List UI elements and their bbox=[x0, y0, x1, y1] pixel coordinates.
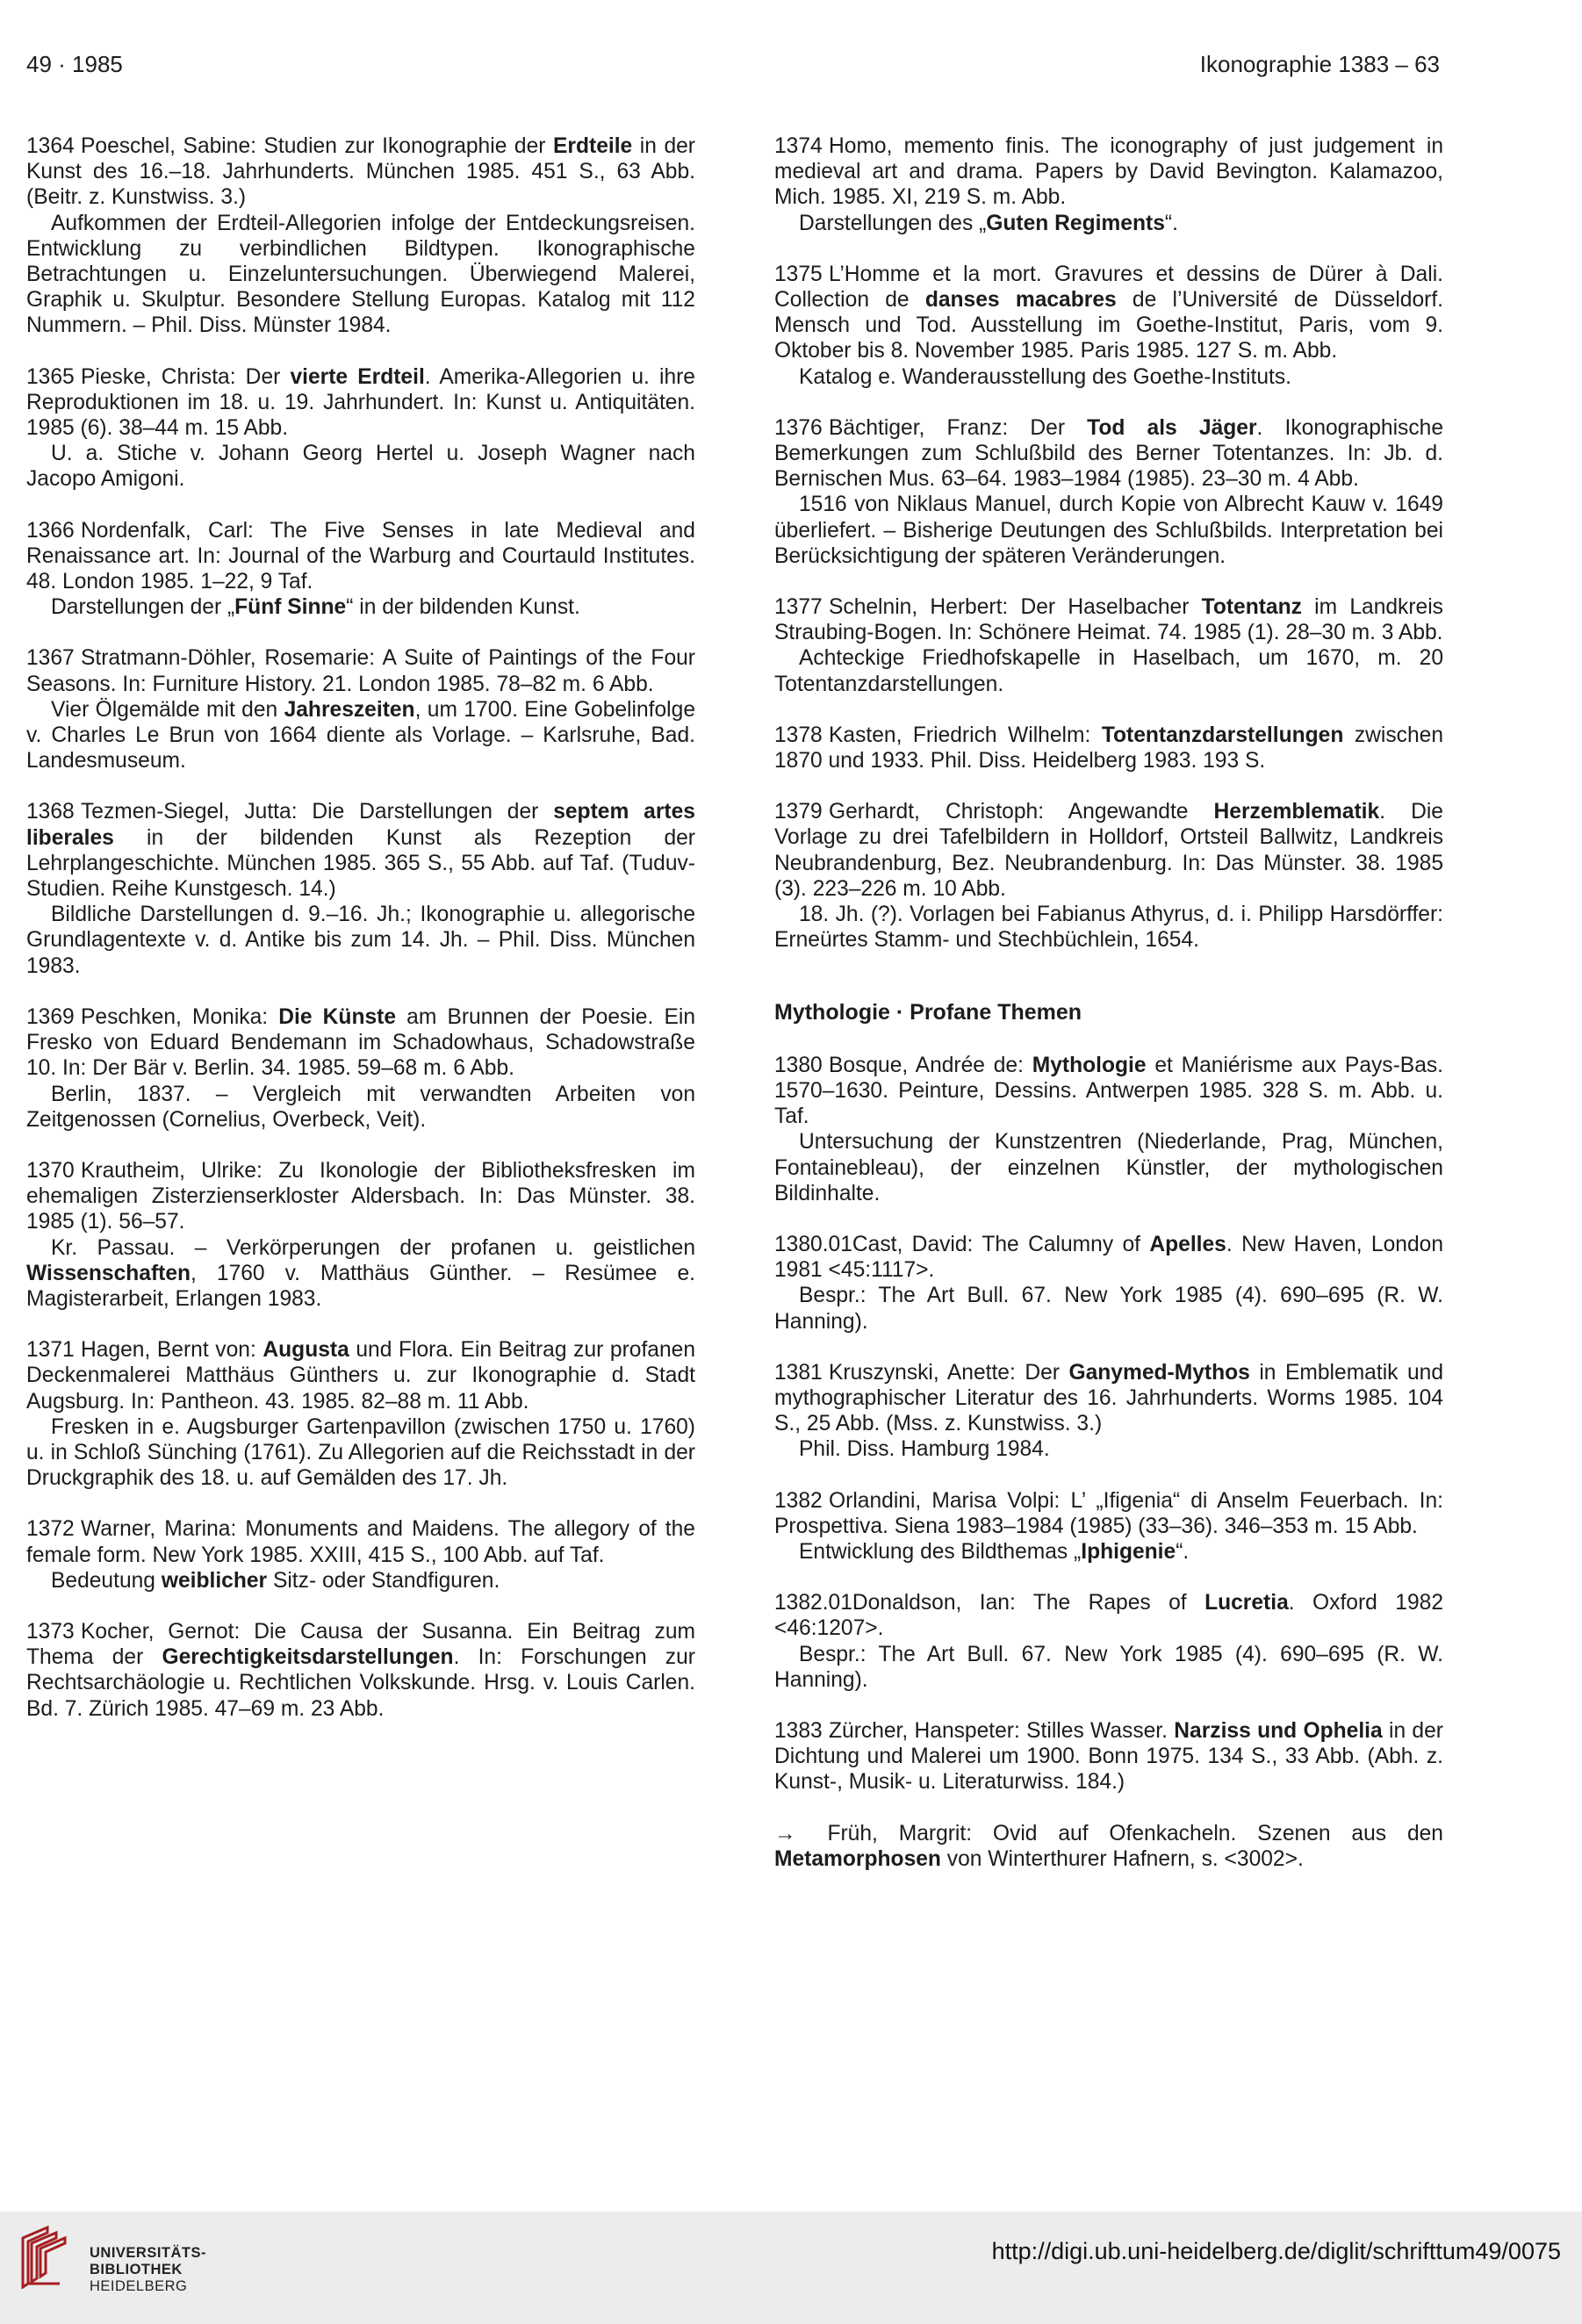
text-run: Pieske, Christa: Der bbox=[81, 364, 291, 389]
text-run: Kruszynski, Anette: Der bbox=[829, 1360, 1069, 1385]
entry-number: 1382.01 bbox=[774, 1591, 852, 1615]
entry-annotation bbox=[26, 1235, 695, 1313]
text-run: Vier Ölgemälde mit den bbox=[51, 697, 284, 722]
keyword: Tod als Jäger bbox=[1087, 415, 1257, 440]
logo-line-2: BIBLIOTHEK bbox=[90, 2262, 183, 2277]
text-run: Sitz- oder Standfiguren. bbox=[267, 1568, 500, 1593]
text-run: U. a. Stiche v. Johann Georg Hertel u. Joseph Wagner nach Jacopo Amigoni. bbox=[26, 442, 695, 492]
entry-number: 1379 bbox=[774, 800, 823, 824]
entry-citation bbox=[26, 1004, 695, 1082]
bibliography-entry bbox=[774, 133, 1443, 236]
entry-annotation bbox=[774, 492, 1443, 569]
entry-citation bbox=[26, 1158, 695, 1235]
text-run: im Landkreis Straubing-Bogen. In: Schönere Heimat. 74. 1985 (1). 28–30 m. 3 Abb. bbox=[774, 595, 1443, 645]
keyword: Ganymed-Mythos bbox=[1068, 1360, 1250, 1385]
entry-citation bbox=[26, 518, 695, 595]
entry-citation bbox=[774, 1360, 1443, 1437]
text-run: et Maniérisme aux Pays-Bas. 1570–1630. Peinture, Dessins. Antwerpen 1985. 328 S. m. Abb. u. Taf. bbox=[774, 1053, 1443, 1129]
left-column bbox=[26, 133, 695, 1747]
text-run: Untersuchung der Kunstzentren (Niederlande, Prag, München, Fontainebleau), der einzelnen Künstler, der mythologischen Bildinhalte. bbox=[774, 1130, 1443, 1205]
text-run: Bespr.: The Art Bull. 67. New York 1985 (4). 690–695 (R. W. Hanning). bbox=[774, 1284, 1443, 1334]
entry-annotation bbox=[26, 441, 695, 492]
entry-citation bbox=[774, 415, 1443, 493]
entry-citation bbox=[774, 594, 1443, 645]
text-run: 18. Jh. (?). Vorlagen bei Fabianus Athyrus, d. i. Philipp Harsdörffer: Erneürtes Stamm- und Stechbüchlein, 1654. bbox=[774, 903, 1443, 953]
text-run: Entwicklung des Bildthemas „ bbox=[799, 1539, 1082, 1564]
section-heading: Mythologie · Profane Themen bbox=[774, 1000, 1082, 1025]
entry-annotation bbox=[26, 1082, 695, 1133]
bibliography-entry bbox=[26, 1619, 695, 1722]
entry-citation bbox=[774, 1232, 1443, 1283]
text-run: Donaldson, Ian: The Rapes of bbox=[852, 1591, 1205, 1615]
text-run: , 1760 v. Matthäus Günther. – Resümee e. Magisterarbeit, Erlangen 1983. bbox=[26, 1261, 695, 1311]
entry-number: 1374 bbox=[774, 134, 823, 158]
text-run: Nordenfalk, Carl: The Five Senses in late Medieval and Renaissance art. In: Journal of the Warburg and Courtauld Institutes. 48. London 1985. 1–22, 9 Taf. bbox=[26, 518, 695, 594]
entry-number: 1380.01 bbox=[774, 1232, 852, 1256]
text-run: Kr. Passau. – Verkörperungen der profanen u. geistlichen bbox=[51, 1235, 695, 1260]
entry-number: 1383 bbox=[774, 1718, 823, 1743]
bibliography-entry bbox=[774, 723, 1443, 773]
logo-line-3: HEIDELBERG bbox=[90, 2278, 188, 2294]
keyword: Lucretia bbox=[1204, 1591, 1289, 1615]
entry-annotation bbox=[774, 1436, 1443, 1462]
text-run: Achteckige Friedhofskapelle in Haselbach, um 1670, m. 20 Totentanzdarstellungen. bbox=[774, 646, 1443, 696]
text-run: . Amerika-Allegorien u. ihre Reproduktionen im 18. u. 19. Jahrhundert. In: Kunst u. Antiquitäten. 1985 (6). 38–44 m. 15 Abb. bbox=[26, 364, 695, 441]
text-run: L’Homme et la mort. Gravures et dessins de Dürer à Dali. Collection de bbox=[774, 262, 1443, 313]
keyword: Wissenschaften bbox=[26, 1261, 191, 1285]
entry-annotation bbox=[26, 594, 695, 620]
entry-number: 1375 bbox=[774, 262, 823, 286]
text-run: Hagen, Bernt von: bbox=[81, 1338, 263, 1363]
entry-citation bbox=[26, 799, 695, 902]
entry-annotation bbox=[26, 211, 695, 339]
text-run: Warner, Marina: Monuments and Maidens. The allegory of the female form. New York 1985. XXIII, 415 S., 100 Abb. auf Taf. bbox=[26, 1517, 695, 1567]
entry-number: 1370 bbox=[26, 1158, 75, 1183]
bibliography-entry bbox=[774, 1488, 1443, 1565]
text-run: . In: Forschungen zur Rechtsarchäologie u. Rechtlichen Volkskunde. Hrsg. v. Louis Carlen. Bd. 7. Zürich 1985. 47–69 m. 23 Abb. bbox=[26, 1645, 695, 1721]
text-run: “. bbox=[1176, 1539, 1190, 1564]
bibliography-entry bbox=[26, 1516, 695, 1594]
entry-annotation bbox=[774, 1642, 1443, 1693]
text-run: Früh, Margrit: Ovid auf Ofenkacheln. Szenen aus den bbox=[827, 1821, 1443, 1846]
header-left: 49 · 1985 bbox=[26, 51, 123, 77]
library-logo-text bbox=[90, 2245, 206, 2295]
entry-number: 1378 bbox=[774, 723, 823, 747]
entry-number: 1364 bbox=[26, 134, 75, 158]
entry-annotation bbox=[26, 697, 695, 774]
text-run: Tezmen-Siegel, Jutta: Die Darstellungen der bbox=[81, 800, 554, 824]
entry-number: 1368 bbox=[26, 800, 75, 824]
text-run: Kasten, Friedrich Wilhelm: bbox=[829, 723, 1102, 747]
entry-citation bbox=[26, 364, 695, 442]
text-run: Katalog e. Wanderausstellung des Goethe-Instituts. bbox=[799, 364, 1291, 389]
text-run: de l’Université de Düsseldorf. Mensch und Tod. Ausstellung im Goethe-Institut, Paris, vom 9. Oktober bis 8. November 1985. Paris 1985. 127 S. m. Abb. bbox=[774, 288, 1443, 363]
text-run: in der bildenden Kunst als Rezeption der Lehrplangeschichte. München 1985. 365 S., 55 Abb. auf Taf. (Tuduv-Studien. Reihe Kunstgesch. 14.) bbox=[26, 825, 695, 902]
header-right: Ikonographie 1383 – 63 bbox=[1199, 51, 1440, 77]
page-header bbox=[26, 51, 1440, 81]
text-run: Schelnin, Herbert: Der Haselbacher bbox=[829, 595, 1202, 620]
keyword: Gerechtigkeitsdarstellungen bbox=[162, 1645, 454, 1670]
text-run: Krautheim, Ulrike: Zu Ikonologie der Bibliotheksfresken im ehemaligen Zisterzienserkloster Aldersbach. In: Das Münster. 38. 1985 (1). 56–57. bbox=[26, 1158, 695, 1234]
bibliography-entry bbox=[774, 1360, 1443, 1463]
keyword: Jahreszeiten bbox=[284, 697, 415, 722]
bibliography-entry bbox=[774, 799, 1443, 953]
keyword: Totentanz bbox=[1201, 595, 1302, 620]
entry-annotation bbox=[774, 902, 1443, 953]
text-run: Orlandini, Marisa Volpi: L’ „Ifigenia“ di Anselm Feuerbach. In: Prospettiva. Siena 1983–1984 (1985) (33–36). 346–353 m. 15 Abb. bbox=[774, 1488, 1443, 1538]
bibliography-entry bbox=[774, 415, 1443, 569]
entry-citation bbox=[774, 1053, 1443, 1130]
entry-number: 1367 bbox=[26, 646, 75, 671]
keyword: Fünf Sinne bbox=[234, 595, 347, 620]
text-run: Cast, David: The Calumny of bbox=[852, 1232, 1150, 1256]
text-run: Darstellungen des „ bbox=[799, 211, 987, 235]
text-run: Kocher, Gernot: Die Causa der Susanna. Ein Beitrag zum Thema der bbox=[26, 1619, 695, 1670]
logo-line-1: UNIVERSITÄTS- bbox=[90, 2245, 207, 2261]
text-run: . New Haven, London 1981 <45:1117>. bbox=[774, 1232, 1443, 1283]
entry-citation bbox=[26, 1619, 695, 1722]
text-run: und Flora. Ein Beitrag zur profanen Deckenmalerei Matthäus Günthers u. zur Ikonographie d. Stadt Augsburg. In: Pantheon. 43. 1985. 82–88 m. 11 Abb. bbox=[26, 1338, 696, 1414]
keyword: Apelles bbox=[1149, 1232, 1226, 1256]
bibliography-entry bbox=[774, 594, 1443, 697]
text-run: . Die Vorlage zu drei Tafelbildern in Holldorf, Ortsteil Ballwitz, Landkreis Neubrandenburg, Bez. Neubrandenburg. In: Das Münster. 38. 1985 (3). 223–226 m. 10 Abb. bbox=[774, 800, 1443, 901]
text-run: Berlin, 1837. – Vergleich mit verwandten Arbeiten von Zeitgenossen (Cornelius, Overbeck, Veit). bbox=[26, 1082, 695, 1132]
entry-citation bbox=[26, 1337, 695, 1414]
text-run: Poeschel, Sabine: Studien zur Ikonographie der bbox=[81, 134, 553, 158]
keyword: septem artes liberales bbox=[26, 800, 695, 850]
keyword: Totentanzdarstellungen bbox=[1101, 723, 1344, 747]
entry-annotation bbox=[26, 1568, 695, 1594]
library-logo-icon bbox=[18, 2226, 74, 2289]
entry-number: 1371 bbox=[26, 1338, 75, 1363]
entry-annotation bbox=[26, 1414, 695, 1492]
entry-number: 1376 bbox=[774, 415, 823, 440]
keyword: vierte Erdteil bbox=[290, 364, 425, 389]
text-run: Zürcher, Hanspeter: Stilles Wasser. bbox=[829, 1718, 1175, 1743]
keyword: Augusta bbox=[262, 1338, 349, 1363]
text-run: am Brunnen der Poesie. Ein Fresko von Eduard Bendemann im Schadowhaus, Schadowstraße 10. In: Der Bär v. Berlin. 34. 1985. 59–68 m. 6 Abb. bbox=[26, 1004, 695, 1081]
bibliography-entry bbox=[26, 1004, 695, 1133]
entry-citation bbox=[774, 262, 1443, 364]
text-run: Bedeutung bbox=[51, 1568, 162, 1593]
text-run: Darstellungen der „ bbox=[51, 595, 235, 620]
entry-citation bbox=[774, 1590, 1443, 1641]
keyword: Herzemblematik bbox=[1213, 800, 1380, 824]
bibliography-entry bbox=[26, 799, 695, 978]
bibliography-entry bbox=[26, 518, 695, 621]
entry-annotation bbox=[774, 211, 1443, 236]
text-run: 1516 von Niklaus Manuel, durch Kopie von Albrecht Kauw v. 1649 überliefert. – Bisherige Deutungen des Schlußbilds. Interpretation bei Berücksichtigung der späteren Veränderungen. bbox=[774, 493, 1443, 568]
keyword: weiblicher bbox=[161, 1568, 268, 1593]
text-run: . Oxford 1982 <46:1207>. bbox=[774, 1591, 1443, 1641]
keyword: Iphigenie bbox=[1081, 1539, 1176, 1564]
entry-annotation bbox=[774, 1283, 1443, 1334]
keyword: Metamorphosen bbox=[774, 1846, 941, 1871]
keyword: Mythologie bbox=[1032, 1053, 1147, 1077]
entry-number: 1377 bbox=[774, 595, 823, 620]
keyword: Narziss und Ophelia bbox=[1174, 1718, 1383, 1743]
right-column bbox=[774, 133, 1443, 1872]
entry-number: 1369 bbox=[26, 1004, 75, 1029]
text-run: Aufkommen der Erdteil-Allegorien infolge der Entdeckungsreisen. Entwicklung zu verbindlichen Bildtypen. Ikonographische Betrachtungen u. Einzeluntersuchungen. Überwiegend Malerei, Graphik u. Skulptur. Besondere Stellung Europas. Katalog mit 112 Nummern. – Phil. Diss. Münster 1984. bbox=[26, 211, 695, 338]
footer bbox=[0, 2212, 1582, 2324]
entry-annotation bbox=[774, 645, 1443, 696]
text-run: in der Dichtung und Malerei um 1900. Bonn 1975. 134 S., 33 Abb. (Abh. z. Kunst-, Musik- u. Literaturwiss. 184.) bbox=[774, 1718, 1443, 1795]
entry-number: 1380 bbox=[774, 1053, 823, 1077]
bibliography-entry bbox=[26, 364, 695, 493]
keyword: danses macabres bbox=[924, 288, 1117, 313]
entries-right-bottom bbox=[774, 1053, 1443, 1795]
text-run: Fresken in e. Augsburger Gartenpavillon (zwischen 1750 u. 1760) u. in Schloß Sünching (1761). Zu Allegorien auf die Reichsstadt in der Druckgraphik des 18. u. auf Gemälden des 17. Jh. bbox=[26, 1414, 695, 1491]
entry-citation bbox=[774, 133, 1443, 211]
bibliography-entry bbox=[26, 133, 695, 339]
text-run: zwischen 1870 und 1933. Phil. Diss. Heidelberg 1983. 193 S. bbox=[774, 723, 1444, 773]
entry-annotation bbox=[26, 902, 695, 979]
text-run: Gerhardt, Christoph: Angewandte bbox=[829, 800, 1214, 824]
entry-citation bbox=[774, 723, 1443, 773]
text-run: Bildliche Darstellungen d. 9.–16. Jh.; Ikonographie u. allegorische Grundlagentexte v. d. Antike bis zum 14. Jh. – Phil. Diss. München 1983. bbox=[26, 903, 695, 978]
entry-annotation bbox=[774, 364, 1443, 390]
bibliography-entry bbox=[26, 645, 695, 773]
bibliography-entry bbox=[774, 1232, 1443, 1335]
bibliography-entry bbox=[774, 1718, 1443, 1795]
source-url-link[interactable]: http://digi.ub.uni-heidelberg.de/diglit/schrifttum49/0075 bbox=[991, 2238, 1561, 2264]
entry-citation bbox=[26, 1516, 695, 1567]
entry-citation bbox=[774, 1488, 1443, 1539]
text-run: von Winterthurer Hafnern, s. <3002>. bbox=[940, 1846, 1304, 1871]
text-run: , um 1700. Eine Gobelinfolge v. Charles Le Brun von 1664 diente als Vorlage. – Karlsruhe, Bad. Landesmuseum. bbox=[26, 697, 695, 773]
entries-right-top bbox=[774, 133, 1443, 953]
text-run: Phil. Diss. Hamburg 1984. bbox=[799, 1437, 1050, 1462]
text-run: Bosque, Andrée de: bbox=[829, 1053, 1032, 1077]
entry-number: 1373 bbox=[26, 1619, 75, 1644]
text-run: Peschken, Monika: bbox=[81, 1004, 279, 1029]
text-run: . Ikonographische Bemerkungen zum Schlußbild des Berner Totentanzes. In: Jb. d. Bernischen Mus. 63–64. 1983–1984 (1985). 23–30 m. 4 Abb. bbox=[774, 415, 1443, 492]
keyword: Erdteile bbox=[553, 134, 633, 158]
keyword: Die Künste bbox=[278, 1004, 397, 1029]
bibliography-entry bbox=[774, 262, 1443, 390]
entry-annotation bbox=[774, 1129, 1443, 1206]
cross-reference bbox=[774, 1821, 1443, 1872]
text-run: Homo, memento finis. The iconography of just judgement in medieval art and drama. Papers by David Bevington. Kalamazoo, Mich. 1985. XI, 219 S. m. Abb. bbox=[774, 134, 1443, 210]
text-run: “ in der bildenden Kunst. bbox=[346, 595, 580, 620]
entry-citation bbox=[774, 799, 1443, 902]
entry-citation bbox=[26, 133, 695, 211]
text-run: Stratmann-Döhler, Rosemarie: A Suite of Paintings of the Four Seasons. In: Furniture History. 21. London 1985. 78–82 m. 6 Abb. bbox=[26, 646, 695, 696]
text-run: in Emblematik und mythographischer Literatur des 16. Jahrhunderts. Worms 1985. 104 S., 25 Abb. (Mss. z. Kunstwiss. 3.) bbox=[774, 1360, 1443, 1436]
bibliography-entry bbox=[26, 1337, 695, 1491]
entry-number: 1372 bbox=[26, 1517, 75, 1542]
text-run: “. bbox=[1164, 211, 1178, 235]
arrow-icon: → bbox=[774, 1821, 796, 1846]
entry-citation bbox=[774, 1718, 1443, 1795]
entry-annotation bbox=[774, 1539, 1443, 1565]
entry-citation bbox=[26, 645, 695, 696]
bibliography-entry bbox=[26, 1158, 695, 1312]
entry-number: 1365 bbox=[26, 364, 75, 389]
text-run: in der Kunst des 16.–18. Jahrhunderts. München 1985. 451 S., 63 Abb. (Beitr. z. Kunstwiss. 3.) bbox=[26, 134, 695, 210]
text-run: Bächtiger, Franz: Der bbox=[829, 415, 1088, 440]
bibliography-entry bbox=[774, 1053, 1443, 1206]
entry-number: 1382 bbox=[774, 1488, 823, 1513]
entry-number: 1381 bbox=[774, 1360, 823, 1385]
keyword: Guten Regiments bbox=[986, 211, 1165, 235]
bibliography-entry bbox=[774, 1590, 1443, 1693]
library-logo[interactable] bbox=[18, 2226, 237, 2309]
text-run: Bespr.: The Art Bull. 67. New York 1985 (4). 690–695 (R. W. Hanning). bbox=[774, 1642, 1443, 1692]
entry-number: 1366 bbox=[26, 518, 75, 543]
